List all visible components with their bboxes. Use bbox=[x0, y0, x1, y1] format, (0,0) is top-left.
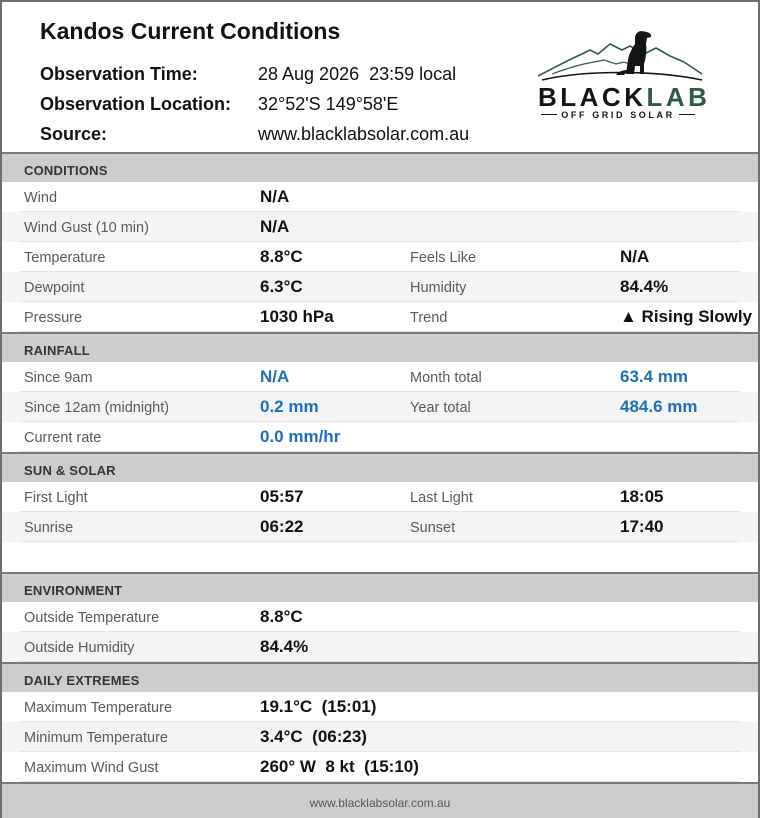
max-wind-gust-value: 260° W 8 kt (15:10) bbox=[260, 757, 419, 776]
table-row bbox=[2, 482, 758, 512]
year-total-label: Year total bbox=[410, 400, 471, 416]
page-title: Kandos Current Conditions bbox=[40, 18, 341, 44]
table-row bbox=[2, 302, 758, 332]
outside-humidity-label: Outside Humidity bbox=[24, 640, 135, 656]
table-row bbox=[2, 392, 758, 422]
current-rate-value: 0.0 mm/hr bbox=[260, 427, 341, 446]
section-spacer bbox=[2, 542, 758, 572]
observation-time-label: Observation Time: bbox=[40, 64, 198, 84]
rainfall-section-header bbox=[2, 332, 758, 362]
wind-label: Wind bbox=[24, 190, 58, 206]
last-light-label: Last Light bbox=[410, 490, 473, 506]
logo-subtitle: OFF GRID SOLAR bbox=[534, 110, 702, 120]
conditions-section-header bbox=[2, 152, 758, 182]
min-temperature-label: Minimum Temperature bbox=[24, 730, 168, 746]
pressure-value: 1030 hPa bbox=[260, 307, 334, 326]
observation-location-label: Observation Location: bbox=[40, 94, 232, 114]
trend-label: Trend bbox=[410, 310, 448, 326]
sun-solar-heading: SUN & SOLAR bbox=[24, 463, 116, 478]
sun-solar-section-header bbox=[2, 452, 758, 482]
observation-location-value: 32°52'S 149°58'E bbox=[258, 94, 399, 114]
dewpoint-label: Dewpoint bbox=[24, 280, 85, 296]
outside-humidity-value: 84.4% bbox=[260, 637, 309, 656]
conditions-heading: CONDITIONS bbox=[24, 163, 108, 178]
pressure-label: Pressure bbox=[24, 310, 83, 326]
humidity-value: 84.4% bbox=[620, 277, 669, 296]
daily-extremes-section-header bbox=[2, 662, 758, 692]
since-midnight-label: Since 12am (midnight) bbox=[24, 400, 170, 416]
month-total-label: Month total bbox=[410, 370, 482, 386]
sunrise-label: Sunrise bbox=[24, 520, 74, 536]
observation-time-value: 28 Aug 2026 23:59 local bbox=[258, 64, 457, 84]
blacklab-logo bbox=[534, 24, 710, 128]
outside-temperature-value: 8.8°C bbox=[260, 607, 303, 626]
footer-text: www.blacklabsolar.com.au bbox=[309, 796, 451, 810]
daily-extremes-heading: DAILY EXTREMES bbox=[24, 673, 140, 688]
logo-word-black: BLACK bbox=[538, 82, 647, 112]
table-row bbox=[2, 722, 758, 752]
mountain-dog-icon bbox=[534, 24, 710, 82]
month-total-value: 63.4 mm bbox=[620, 367, 689, 386]
temperature-label: Temperature bbox=[24, 250, 106, 266]
logo-word-lab: LAB bbox=[646, 82, 711, 112]
year-total-value: 484.6 mm bbox=[620, 397, 698, 416]
first-light-label: First Light bbox=[24, 490, 88, 506]
table-row bbox=[2, 212, 758, 242]
since-midnight-value: 0.2 mm bbox=[260, 397, 319, 416]
table-row bbox=[2, 692, 758, 722]
max-temperature-value: 19.1°C (15:01) bbox=[260, 697, 377, 716]
source-value: www.blacklabsolar.com.au bbox=[258, 124, 470, 144]
sunset-label: Sunset bbox=[410, 520, 456, 536]
feels-like-label: Feels Like bbox=[410, 250, 477, 266]
max-temperature-label: Maximum Temperature bbox=[24, 700, 173, 716]
source-label: Source: bbox=[40, 124, 108, 144]
dewpoint-value: 6.3°C bbox=[260, 277, 303, 296]
environment-section-header bbox=[2, 572, 758, 602]
wind-value: N/A bbox=[260, 187, 290, 206]
last-light-value: 18:05 bbox=[620, 487, 664, 506]
since-9am-label: Since 9am bbox=[24, 370, 93, 386]
table-row bbox=[2, 422, 758, 452]
wind-gust-label: Wind Gust (10 min) bbox=[24, 220, 149, 236]
feels-like-value: N/A bbox=[620, 247, 650, 266]
sunrise-value: 06:22 bbox=[260, 517, 304, 536]
table-row bbox=[2, 242, 758, 272]
table-row bbox=[2, 602, 758, 632]
table-row bbox=[2, 752, 758, 782]
outside-temperature-label: Outside Temperature bbox=[24, 610, 160, 626]
report-header bbox=[2, 2, 758, 152]
since-9am-value: N/A bbox=[260, 367, 290, 386]
min-temperature-value: 3.4°C (06:23) bbox=[260, 727, 367, 746]
first-light-value: 05:57 bbox=[260, 487, 304, 506]
current-rate-label: Current rate bbox=[24, 430, 102, 446]
page-footer bbox=[2, 782, 758, 818]
sunset-value: 17:40 bbox=[620, 517, 664, 536]
wind-gust-value: N/A bbox=[260, 217, 290, 236]
table-row bbox=[2, 362, 758, 392]
environment-heading: ENVIRONMENT bbox=[24, 583, 123, 598]
table-row bbox=[2, 632, 758, 662]
table-row bbox=[2, 182, 758, 212]
table-row bbox=[2, 272, 758, 302]
temperature-value: 8.8°C bbox=[260, 247, 303, 266]
logo-wordmark bbox=[538, 82, 710, 113]
rainfall-heading: RAINFALL bbox=[24, 343, 90, 358]
trend-value: ▲ Rising Slowly bbox=[620, 307, 753, 326]
humidity-label: Humidity bbox=[410, 280, 467, 296]
max-wind-gust-label: Maximum Wind Gust bbox=[24, 760, 159, 776]
table-row bbox=[2, 512, 758, 542]
